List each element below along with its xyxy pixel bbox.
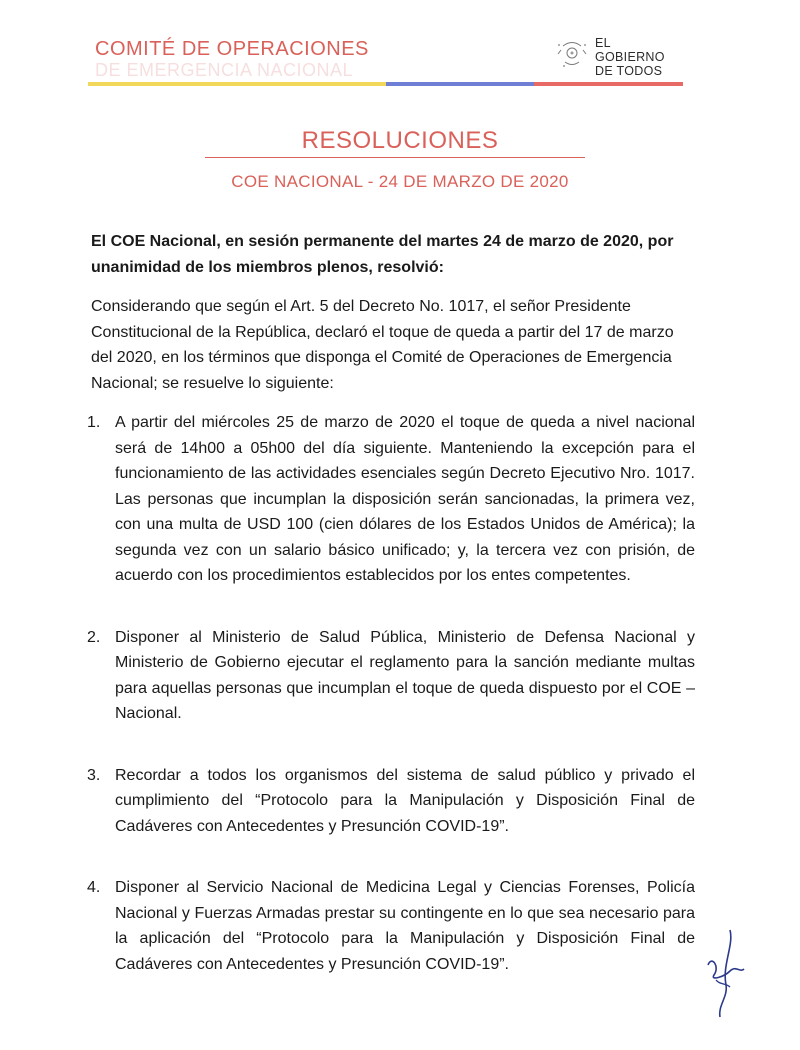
logo-line-1: EL — [595, 36, 611, 50]
government-emblem-icon — [555, 36, 589, 72]
resolution-item — [87, 625, 695, 727]
header-org-name: COMITÉ DE OPERACIONES — [95, 38, 369, 60]
item-text: Disponer al Servicio Nacional de Medicina Legal y Ciencias Forenses, Policía Nacional y Fuerzas Armadas prestar su contingente en lo que sea necesario para la aplicación del “Protocolo para la Manipulación y Disposición Final de Cadáveres con Antecedentes y Presunción COVID-19”. — [115, 879, 695, 973]
lead-paragraph: El COE Nacional, en sesión permanente del martes 24 de marzo de 2020, por unanimidad de los miembros plenos, resolvió: — [91, 233, 674, 276]
resolution-item — [87, 763, 695, 840]
document-title: RESOLUCIONES — [301, 127, 499, 154]
item-text: A partir del miércoles 25 de marzo de 2020 el toque de queda a nivel nacional será de 14h00 a 05h00 del día siguiente. Manteniendo la excepción para el funcionamiento de las actividades esenciales según Decreto Ejecutivo Nro. 1017. Las personas que incumplan la disposición serán sancionadas, la primera vez, con una multa de USD 100 (cien dólares de los Estados Unidos de América); la segunda vez con un salario básico unificado; y, la tercera vez con prisión, de acuerdo con los procedimientos establecidos por los entes competentes. — [115, 414, 695, 584]
flag-blue-band — [386, 82, 535, 86]
item-text: Disponer al Ministerio de Salud Pública, Ministerio de Defensa Nacional y Ministerio de Gobierno ejecutar el reglamento para la sanción mediante multas para aquellas personas que incumplan el toque de queda dispuesto por el COE – Nacional. — [115, 628, 695, 722]
logo-line-3: DE TODOS — [595, 64, 663, 78]
document-body — [87, 229, 695, 977]
logo-line-2: GOBIERNO — [595, 50, 665, 64]
resolution-item — [87, 875, 695, 977]
flag-red-band — [534, 82, 683, 86]
item-number: 1. — [87, 414, 101, 431]
flag-color-line — [88, 82, 683, 86]
item-number: 2. — [87, 628, 101, 646]
gobierno-logo — [555, 32, 685, 82]
document-subtitle: COE NACIONAL - 24 DE MARZO DE 2020 — [231, 172, 569, 191]
resolution-list — [87, 410, 695, 977]
intro-paragraph: Considerando que según el Art. 5 del Decreto No. 1017, el señor Presidente Constitucional de la República, declaró el toque de queda a partir del 17 de marzo del 2020, en los términos que disponga el Comité de Operaciones de Emergencia Nacional; se resuelve lo siguiente: — [91, 298, 674, 392]
logo-wordmark — [595, 36, 665, 78]
resolution-item — [87, 410, 695, 589]
flag-yellow-band — [88, 82, 386, 86]
handwritten-signature — [700, 925, 750, 1025]
header-org-name-line2: DE EMERGENCIA NACIONAL — [95, 60, 354, 80]
title-underline — [205, 157, 585, 158]
item-number: 3. — [87, 766, 101, 784]
item-text: Recordar a todos los organismos del sistema de salud público y privado el cumplimiento del “Protocolo para la Manipulación y Disposición Final de Cadáveres con Antecedentes y Presunción COVID-19”. — [115, 766, 695, 835]
item-number: 4. — [87, 879, 101, 896]
